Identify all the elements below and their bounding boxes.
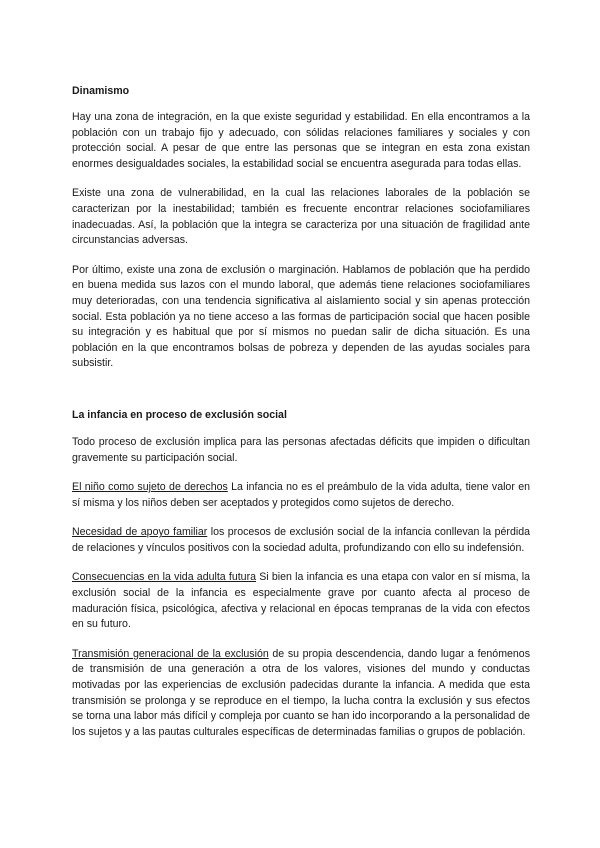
term-description: de su propia descendencia, dando lugar a fenómenos de transmisión de una generación a otra de los valores, visiones del mundo y conductas motivadas por las experiencias de exclusión padecidas durante la infancia. A medida que esta transmisión se prolonga y se reproduce en el tiempo, la lucha contra la exclusión y sus efectos se torna una labor más difícil y compleja por cuanto se han ido incorporando a la personalidad de los sujetos y a las pautas culturales específicas de determinadas familias o grupos de población. — [72, 647, 530, 738]
paragraph-zona-integracion: Hay una zona de integración, en la que existe seguridad y estabilidad. En ella encontramos a la población con un trabajo fijo y adecuado, con sólidas relaciones familiares y sociales y con protección social. A pesar de que entre las personas que se integran en esta zona existan enormes desigualdades sociales, la estabilidad social se encuentra asegurada para todas ellas. — [72, 111, 530, 170]
term-description: los procesos de exclusión social de la infancia conllevan la pérdida de relaciones y vínculos positivos con la sociedad adulta, profundizando con ello su indefensión. — [72, 526, 530, 554]
list-item-apoyo-familiar — [72, 525, 530, 556]
list-item-consecuencias-vida-adulta — [72, 570, 530, 632]
term-underlined: Consecuencias en la vida adulta futura — [72, 571, 256, 584]
term-description: Si bien la infancia es una etapa con valor en sí misma, la exclusión social de la infancia es especialmente grave por cuanto afecta al proceso de maduración física, psicológica, afectiva y relacional en épocas tempranas de la vida con efectos en su futuro. — [72, 571, 530, 631]
term-underlined: El niño como sujeto de derechos — [72, 481, 228, 494]
paragraph-zona-exclusion: Por último, existe una zona de exclusión o marginación. Hablamos de población que ha perdido en buena medida sus lazos con el mundo laboral, que además tiene relaciones sociofamiliares muy deterioradas, con una tendencia significativa al aislamiento social y sin apenas protección social. Esta población ya no tiene acceso a las formas de participación social que hacen posible su integración y es habitual que por sí mismos no puedan salir de dicha situación. Es una población en la que encontramos bolsas de pobreza y dependen de las ayudas sociales para subsistir. — [72, 263, 530, 370]
term-underlined: Transmisión generacional de la exclusión — [72, 647, 269, 660]
term-underlined: Necesidad de apoyo familiar — [72, 526, 208, 539]
term-description: La infancia no es el preámbulo de la vida adulta, tiene valor en sí misma y los niños deben ser aceptados y protegidos como sujetos de derecho. — [72, 481, 530, 509]
paragraph-zona-vulnerabilidad: Existe una zona de vulnerabilidad, en la cual las relaciones laborales de la población se caracterizan por la inestabilidad; también es frecuente encontrar relaciones sociofamiliares inadecuadas. Así, la población que la integra se caracteriza por una situación de fragilidad ante circunstancias adversas. — [72, 187, 530, 247]
section-heading-dinamismo: Dinamismo — [72, 85, 130, 97]
list-item-nino-sujeto-derechos — [72, 480, 530, 511]
paragraph-intro-exclusion: Todo proceso de exclusión implica para las personas afectadas déficits que impiden o dificultan gravemente su participación social. — [72, 435, 530, 464]
section-heading-infancia: La infancia en proceso de exclusión social — [72, 408, 287, 421]
list-item-transmision-generacional — [72, 647, 530, 741]
